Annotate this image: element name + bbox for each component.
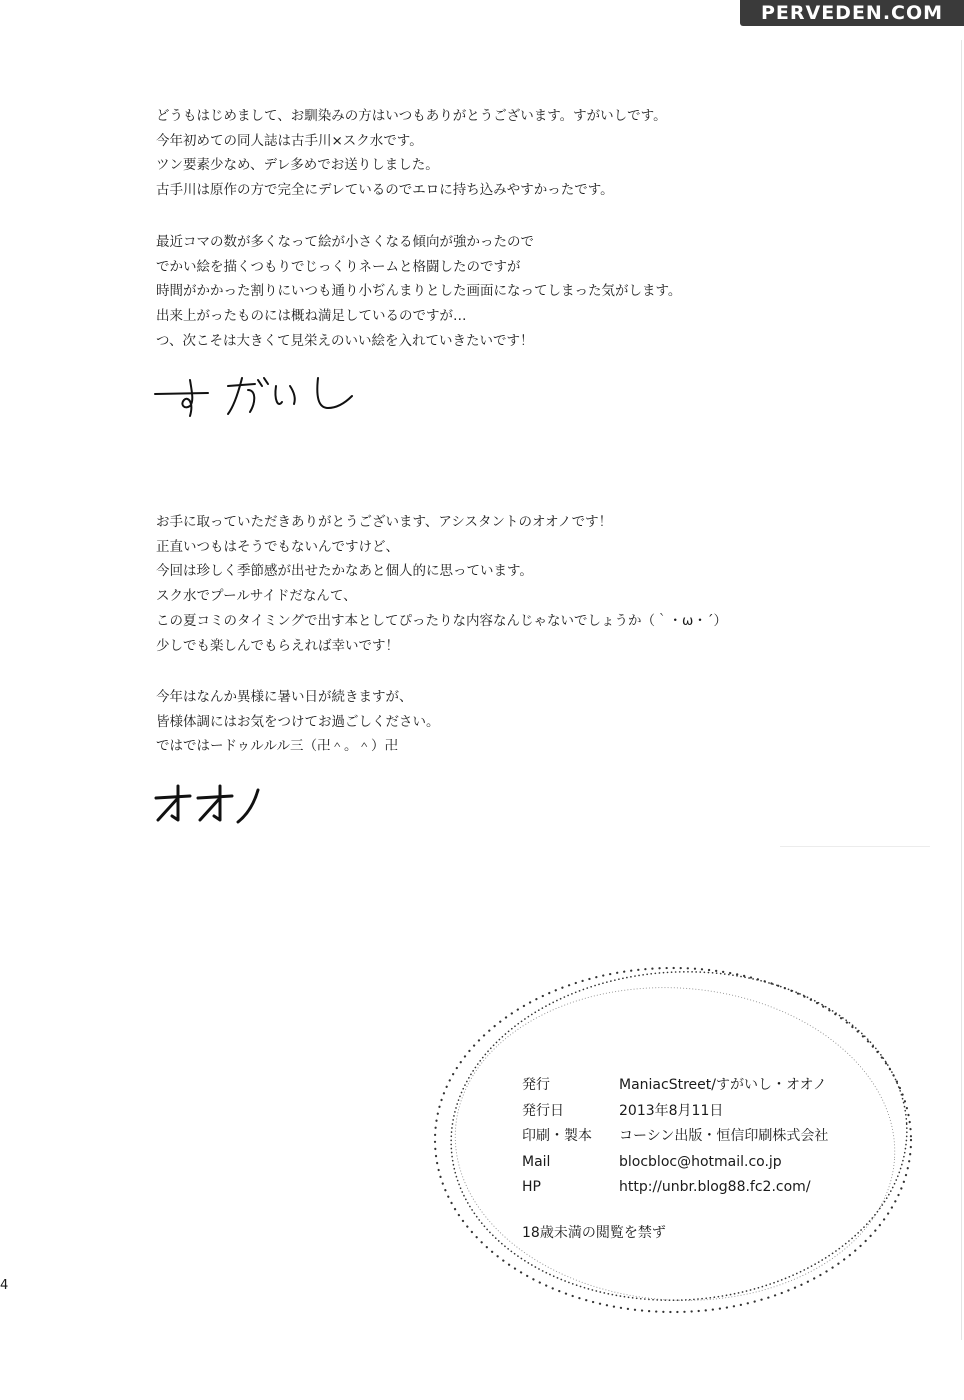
colophon-label: HP — [522, 1179, 541, 1195]
colophon-value: ManiacStreet/すがいし・オオノ — [619, 1077, 827, 1093]
afterword-oono-paragraph-2 — [156, 685, 440, 759]
site-watermark: PERVEDEN.COM — [740, 0, 964, 26]
colophon-label: Mail — [522, 1153, 551, 1170]
colophon-table — [522, 1073, 828, 1201]
text-line: 時間がかかった割りにいつも通り小ぢんまりとした画面になってしまった気がします。 — [156, 283, 682, 300]
text-line: スク水でプールサイドだなんて、 — [156, 588, 357, 605]
text-line: 最近コマの数が多くなって絵が小さくなる傾向が強かったので — [156, 234, 534, 250]
text-line: 皆様体調にはお気をつけてお過ごしください。 — [156, 713, 440, 730]
text-line: 出来上がったものには概ね満足しているのですが… — [156, 308, 467, 325]
text-line: 古手川は原作の方で完全にデレているのでエロに持ち込みやすかったです。 — [156, 182, 614, 199]
text-line: 正直いつもはそうでもないんですけど、 — [156, 538, 399, 555]
colophon-value: 2013年8月11日 — [619, 1102, 724, 1119]
colophon-value: blocbloc@hotmail.co.jp — [619, 1153, 782, 1170]
colophon-row-homepage — [522, 1175, 828, 1201]
colophon-value: http://unbr.blog88.fc2.com/ — [619, 1179, 811, 1195]
text-line: でかい絵を描くつもりでじっくりネームと格闘したのですが — [156, 258, 521, 275]
colophon-row-publisher — [522, 1073, 828, 1099]
colophon-label: 発行 — [522, 1077, 550, 1093]
text-line: つ、次こそは大きくて見栄えのいい絵を入れていきたいです！ — [156, 332, 534, 349]
text-line: どうもはじめまして、お馴染みの方はいつもありがとうございます。すがいしです。 — [156, 108, 667, 124]
colophon-row-mail — [522, 1150, 828, 1176]
colophon-value: コーシン出版・恒信印刷株式会社 — [619, 1128, 829, 1144]
text-line: 今年はなんか異様に暑い日が続きますが、 — [156, 689, 413, 705]
colophon-row-printer — [522, 1124, 828, 1150]
text-line: この夏コミのタイミングで出す本としてぴったりな内容なんじゃないでしょうか（｀・ω・´） — [156, 612, 728, 629]
colophon-label: 印刷・製本 — [522, 1128, 592, 1144]
text-line: 少しでも楽しんでもらえれば幸いです！ — [156, 637, 399, 654]
afterword-sugaishi-paragraph-2 — [156, 230, 681, 354]
text-line: 今回は珍しく季節感が出せたかなあと個人的に思っています。 — [156, 563, 533, 580]
page-number: 4 — [0, 1278, 9, 1293]
text-line: ではではードゥルルル三（卍＾。＾）卍 — [156, 738, 398, 755]
page-edge-line — [961, 40, 962, 1340]
colophon-label: 発行日 — [522, 1102, 564, 1119]
text-line: お手に取っていただきありがとうございます、アシスタントのオオノです！ — [156, 514, 613, 530]
text-line: 今年初めての同人誌は古手川×スク水です。 — [156, 132, 423, 149]
afterword-sugaishi-paragraph-1 — [156, 104, 667, 203]
age-restriction-notice: 18歳未満の閲覧を禁ず — [522, 1225, 666, 1241]
signature-sugaishi — [150, 372, 365, 422]
colophon-row-date — [522, 1099, 828, 1125]
faint-line — [780, 846, 930, 847]
signature-oono — [150, 780, 270, 830]
afterword-oono-paragraph-1 — [156, 510, 727, 658]
text-line: ツン要素少なめ、デレ多めでお送りしました。 — [156, 157, 439, 174]
